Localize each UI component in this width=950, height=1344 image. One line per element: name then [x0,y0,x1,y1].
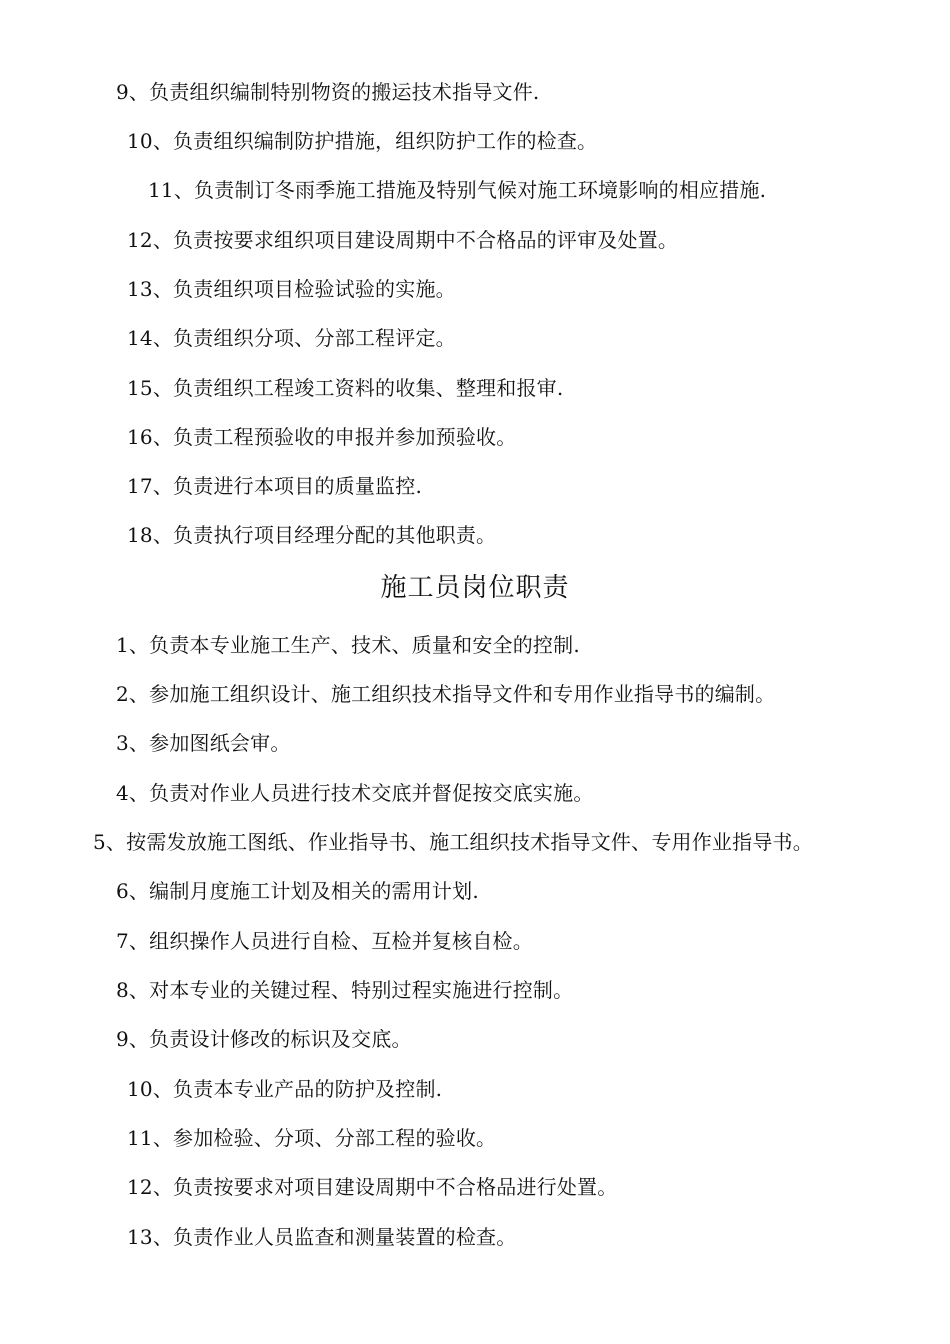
list-item: 3、参加图纸会审。 [116,731,291,755]
list-item: 9、负责组织编制特别物资的搬运技术指导文件. [116,80,540,104]
list-item: 17、负责进行本项目的质量监控. [127,474,423,498]
list-item: 15、负责组织工程竣工资料的收集、整理和报审. [127,376,564,400]
list-item: 10、负责本专业产品的防护及控制. [127,1077,443,1101]
list-item: 12、负责按要求组织项目建设周期中不合格品的评审及处置。 [127,228,679,252]
list-item: 11、负责制订冬雨季施工措施及特别气候对施工环境影响的相应措施. [148,178,767,202]
section-title: 施工员岗位职责 [380,573,570,603]
list-item: 7、组织操作人员进行自检、互检并复核自检。 [116,929,533,953]
list-item: 8、对本专业的关键过程、特别过程实施进行控制。 [116,978,574,1002]
list-item: 5、按需发放施工图纸、作业指导书、施工组织技术指导文件、专用作业指导书。 [93,830,813,854]
list-item: 16、负责工程预验收的申报并参加预验收。 [127,425,517,449]
list-item: 11、参加检验、分项、分部工程的验收。 [127,1126,497,1150]
list-item: 13、负责作业人员监查和测量装置的检查。 [127,1225,517,1249]
list-item: 18、负责执行项目经理分配的其他职责。 [127,523,497,547]
list-item: 13、负责组织项目检验试验的实施。 [127,277,456,301]
list-item: 10、负责组织编制防护措施，组织防护工作的检查。 [127,129,598,153]
list-item: 4、负责对作业人员进行技术交底并督促按交底实施。 [116,781,594,805]
list-item: 9、负责设计修改的标识及交底。 [116,1027,412,1051]
list-item: 6、编制月度施工计划及相关的需用计划. [116,879,479,903]
list-item: 14、负责组织分项、分部工程评定。 [127,326,456,350]
list-item: 1、负责本专业施工生产、技术、质量和安全的控制. [116,633,580,657]
list-item: 2、参加施工组织设计、施工组织技术指导文件和专用作业指导书的编制。 [116,682,776,706]
list-item: 12、负责按要求对项目建设周期中不合格品进行处置。 [127,1175,618,1199]
